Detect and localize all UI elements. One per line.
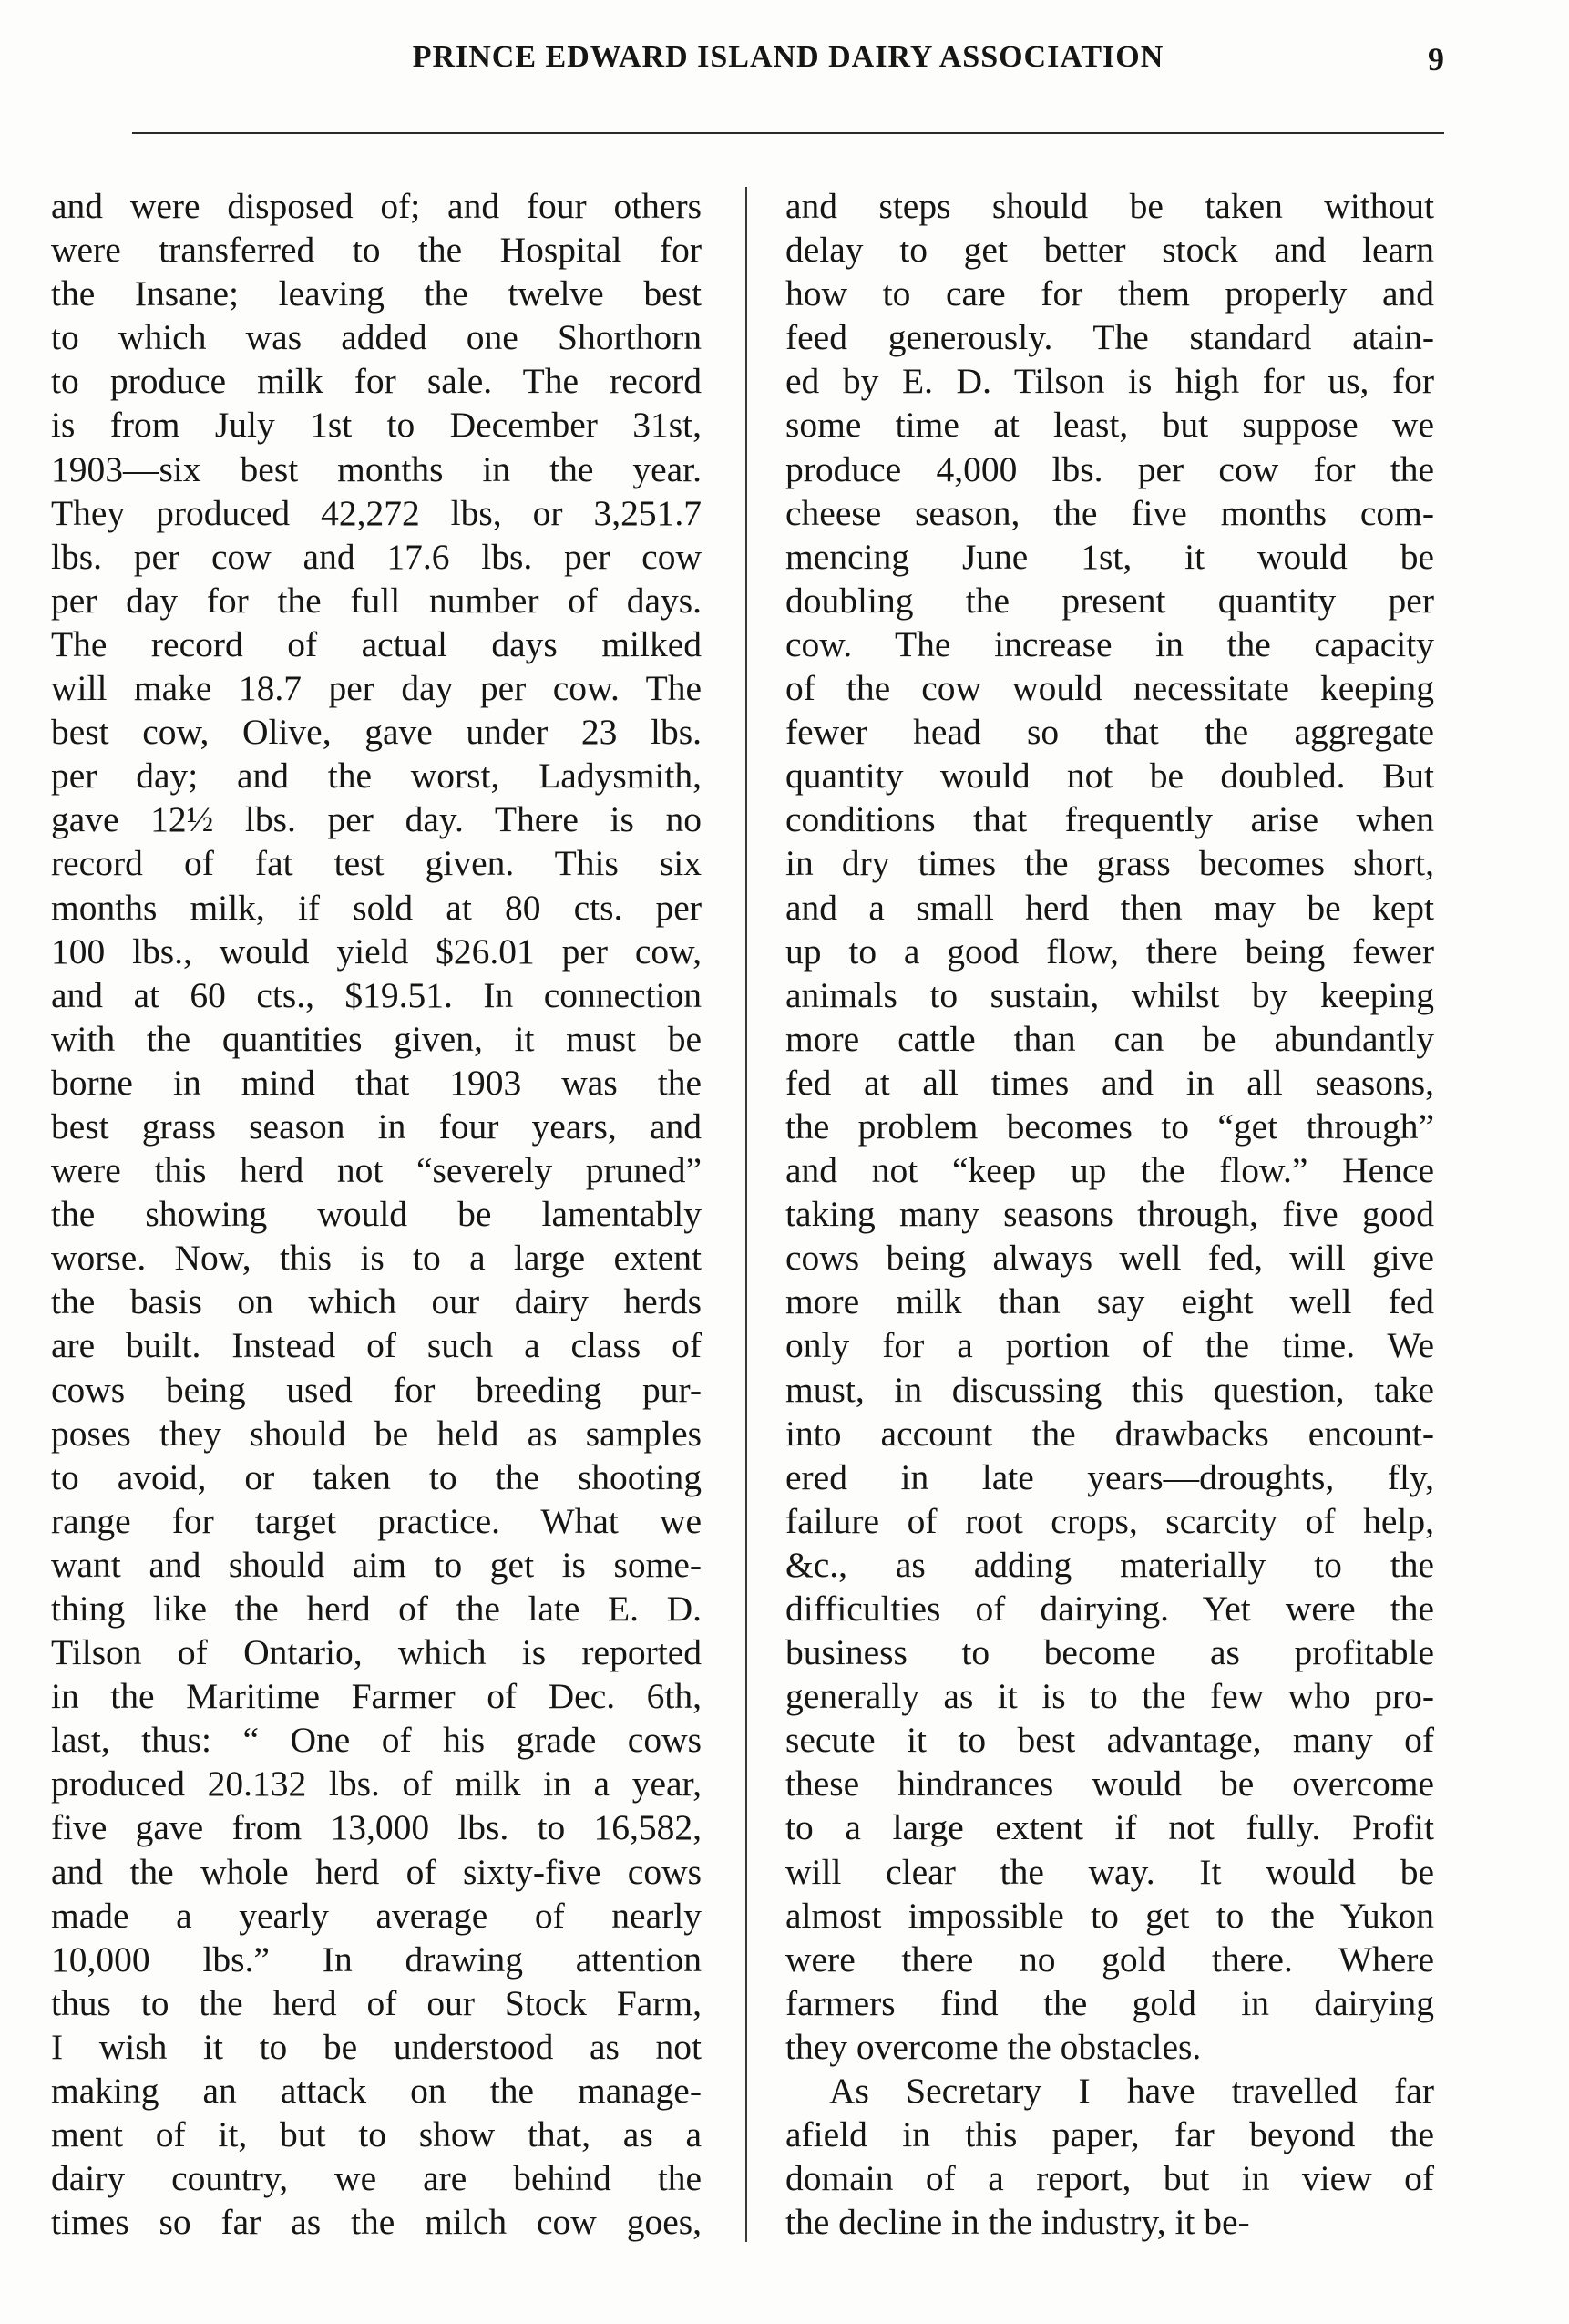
text-line: the Insane; leaving the twelve best	[51, 273, 702, 314]
page-number: 9	[1428, 41, 1444, 77]
text-line: gave 12½ lbs. per day. There is no	[51, 799, 702, 840]
text-line: five gave from 13,000 lbs. to 16,582,	[51, 1807, 702, 1848]
text-line: domain of a report, but in view of	[785, 2158, 1434, 2199]
text-line: some time at least, but suppose we	[785, 405, 1434, 446]
text-line: cheese season, the five months com-	[785, 492, 1434, 533]
text-line: more cattle than can be abundantly	[785, 1018, 1434, 1059]
text-line: thing like the herd of the late E. D.	[51, 1589, 702, 1629]
text-line: made a yearly average of nearly	[51, 1895, 702, 1936]
text-line: they overcome the obstacles.	[785, 2026, 1202, 2067]
text-line: range for target practice. What we	[51, 1500, 702, 1541]
text-line: will clear the way. It would be	[785, 1851, 1434, 1892]
text-line: will make 18.7 per day per cow. The	[51, 668, 702, 709]
text-line: mencing June 1st, it would be	[785, 536, 1434, 577]
text-line: cow. The increase in the capacity	[785, 623, 1434, 664]
text-line: almost impossible to get to the Yukon	[785, 1895, 1434, 1936]
text-line: failure of root crops, scarcity of help,	[785, 1500, 1434, 1541]
running-head: PRINCE EDWARD ISLAND DAIRY ASSOCIATION	[412, 40, 1164, 74]
text-line: borne in mind that 1903 was the	[51, 1062, 702, 1103]
text-line: doubling the present quantity per	[785, 580, 1434, 621]
text-line: to which was added one Shorthorn	[51, 317, 702, 358]
text-line: generally as it is to the few who pro-	[785, 1676, 1434, 1717]
text-line: worse. Now, this is to a large extent	[51, 1238, 702, 1279]
text-line: and the whole herd of sixty-five cows	[51, 1851, 702, 1892]
text-line: dairy country, we are behind the	[51, 2158, 702, 2199]
text-line: per day for the full number of days.	[51, 580, 702, 621]
text-line: conditions that frequently arise when	[785, 799, 1434, 840]
header-rule	[132, 132, 1444, 134]
text-line: I wish it to be understood as not	[51, 2026, 702, 2067]
text-line: 1903—six best months in the year.	[51, 448, 702, 489]
left-text-column	[51, 184, 702, 2244]
text-line: months milk, if sold at 80 cts. per	[51, 887, 702, 928]
text-line: to a large extent if not fully. Profit	[785, 1807, 1434, 1848]
text-line: these hindrances would be overcome	[785, 1764, 1434, 1805]
text-line: and a small herd then may be kept	[785, 887, 1434, 928]
right-text-column	[785, 184, 1434, 2244]
text-line: per day; and the worst, Ladysmith,	[51, 756, 702, 797]
text-line: to avoid, or taken to the shooting	[51, 1456, 702, 1497]
text-line: &c., as adding materially to the	[785, 1544, 1434, 1585]
text-line: making an attack on the manage-	[51, 2071, 702, 2112]
column-divider	[745, 187, 747, 2242]
text-line: thus to the herd of our Stock Farm,	[51, 1982, 702, 2023]
page-header	[132, 40, 1444, 86]
text-line: the basis on which our dairy herds	[51, 1281, 702, 1322]
text-line: the decline in the industry, it be-	[785, 2202, 1250, 2243]
text-line: to produce milk for sale. The record	[51, 361, 702, 402]
text-line: secute it to best advantage, many of	[785, 1720, 1434, 1761]
text-line: were this herd not “severely pruned”	[51, 1150, 702, 1191]
text-line: fewer head so that the aggregate	[785, 712, 1434, 753]
text-line: of the cow would necessitate keeping	[785, 668, 1434, 709]
text-line: The record of actual days milked	[51, 623, 702, 664]
text-line: taking many seasons through, five good	[785, 1194, 1434, 1235]
text-line: best grass season in four years, and	[51, 1105, 702, 1147]
text-line: and steps should be taken without	[785, 186, 1434, 226]
text-line: difficulties of dairying. Yet were the	[785, 1589, 1434, 1629]
text-line: animals to sustain, whilst by keeping	[785, 974, 1434, 1015]
text-line: best cow, Olive, gave under 23 lbs.	[51, 712, 702, 753]
text-line: last, thus: “ One of his grade cows	[51, 1720, 702, 1761]
text-line: and were disposed of; and four others	[51, 186, 702, 226]
text-line: up to a good flow, there being fewer	[785, 931, 1434, 972]
text-line: poses they should be held as samples	[51, 1413, 702, 1454]
text-line: record of fat test given. This six	[51, 843, 702, 884]
text-line: fed at all times and in all seasons,	[785, 1062, 1434, 1103]
text-line: cows being always well fed, will give	[785, 1238, 1434, 1279]
text-line: quantity would not be doubled. But	[785, 756, 1434, 797]
text-line: and not “keep up the flow.” Hence	[785, 1150, 1434, 1191]
text-line: business to become as profitable	[785, 1632, 1434, 1673]
text-line: were transferred to the Hospital for	[51, 230, 702, 271]
text-line: cows being used for breeding pur-	[51, 1369, 702, 1410]
text-line: times so far as the milch cow goes,	[51, 2202, 702, 2243]
text-line: more milk than say eight well fed	[785, 1281, 1434, 1322]
text-line: afield in this paper, far beyond the	[785, 2114, 1434, 2155]
text-line: produced 20.132 lbs. of milk in a year,	[51, 1764, 702, 1805]
text-line: only for a portion of the time. We	[785, 1325, 1434, 1366]
text-line: into account the drawbacks encount-	[785, 1413, 1434, 1454]
text-line: delay to get better stock and learn	[785, 230, 1434, 271]
text-line: is from July 1st to December 31st,	[51, 405, 702, 446]
text-line: ered in late years—droughts, fly,	[785, 1456, 1434, 1497]
text-line: They produced 42,272 lbs, or 3,251.7	[51, 492, 702, 533]
text-line: ment of it, but to show that, as a	[51, 2114, 702, 2155]
text-line: 10,000 lbs.” In drawing attention	[51, 1938, 702, 1980]
text-line: 100 lbs., would yield $26.01 per cow,	[51, 931, 702, 972]
text-line: Tilson of Ontario, which is reported	[51, 1632, 702, 1673]
text-line: feed generously. The standard atain-	[785, 317, 1434, 358]
text-line: lbs. per cow and 17.6 lbs. per cow	[51, 536, 702, 577]
text-line: produce 4,000 lbs. per cow for the	[785, 448, 1434, 489]
text-line: in the Maritime Farmer of Dec. 6th,	[51, 1676, 702, 1717]
text-line: and at 60 cts., $19.51. In connection	[51, 974, 702, 1015]
text-line: in dry times the grass becomes short,	[785, 843, 1434, 884]
text-line: farmers find the gold in dairying	[785, 1982, 1434, 2023]
text-line: want and should aim to get is some-	[51, 1544, 702, 1585]
text-line: the problem becomes to “get through”	[785, 1105, 1434, 1147]
text-line: with the quantities given, it must be	[51, 1018, 702, 1059]
text-line: must, in discussing this question, take	[785, 1369, 1434, 1410]
text-line: the showing would be lamentably	[51, 1194, 702, 1235]
text-line: how to care for them properly and	[785, 273, 1434, 314]
text-line: As Secretary I have travelled far	[829, 2071, 1434, 2112]
text-line: were there no gold there. Where	[785, 1938, 1434, 1980]
text-line: ed by E. D. Tilson is high for us, for	[785, 361, 1434, 402]
text-line: are built. Instead of such a class of	[51, 1325, 702, 1366]
